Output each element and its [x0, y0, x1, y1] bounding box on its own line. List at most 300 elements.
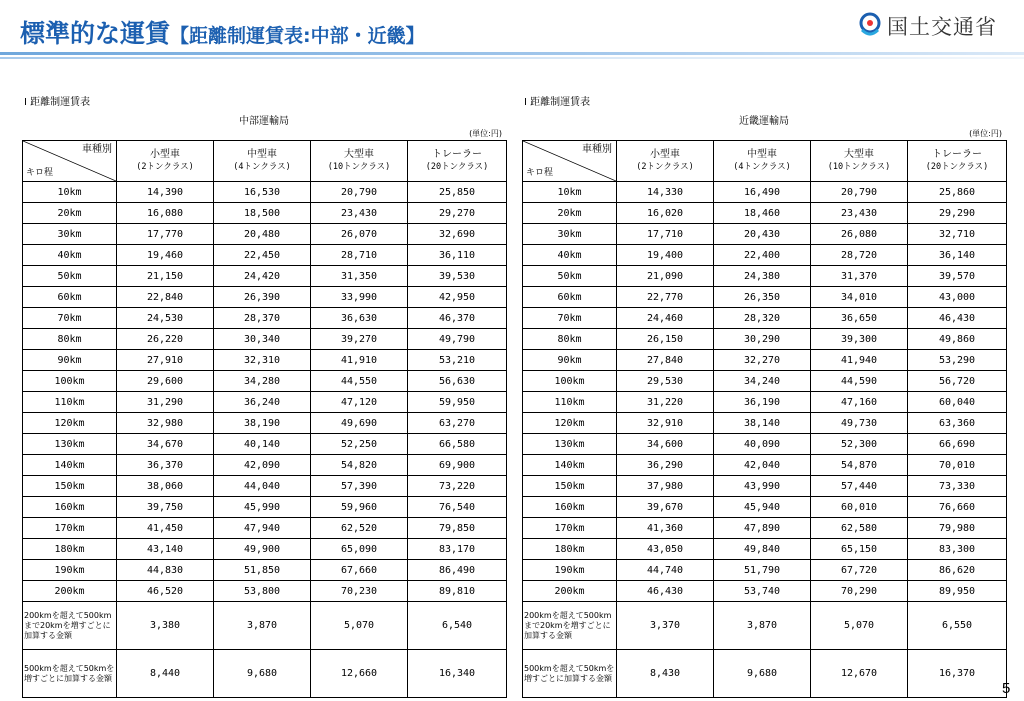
fare-cell: 29,530	[617, 371, 714, 392]
fare-cell: 26,150	[617, 329, 714, 350]
fare-cell: 42,950	[408, 287, 507, 308]
fare-cell: 43,000	[908, 287, 1007, 308]
table-row	[523, 434, 1007, 455]
fare-cell: 32,910	[617, 413, 714, 434]
fare-cell: 32,270	[714, 350, 811, 371]
vehicle-name: 中型車	[247, 149, 277, 160]
table-row	[23, 224, 507, 245]
table-row	[523, 308, 1007, 329]
surcharge-cell: 9,680	[714, 650, 811, 698]
fare-cell: 46,370	[408, 308, 507, 329]
distance-cell: 30km	[23, 224, 117, 245]
corner-bottom-label: キロ程	[526, 168, 554, 178]
fare-cell: 56,720	[908, 371, 1007, 392]
fare-cell: 83,170	[408, 539, 507, 560]
fare-cell: 34,010	[811, 287, 908, 308]
vehicle-class: (4トンクラス)	[733, 162, 791, 172]
table-row	[23, 581, 507, 602]
vehicle-column-header	[408, 141, 507, 182]
fare-cell: 76,660	[908, 497, 1007, 518]
fare-cell: 18,460	[714, 203, 811, 224]
fare-cell: 24,380	[714, 266, 811, 287]
fare-cell: 54,820	[311, 455, 408, 476]
fare-cell: 27,910	[117, 350, 214, 371]
table-row	[523, 287, 1007, 308]
surcharge-row	[23, 650, 507, 698]
surcharge-cell: 6,550	[908, 602, 1007, 650]
fare-cell: 39,270	[311, 329, 408, 350]
distance-cell: 190km	[23, 560, 117, 581]
fare-cell: 73,330	[908, 476, 1007, 497]
distance-cell: 110km	[23, 392, 117, 413]
fare-cell: 49,790	[408, 329, 507, 350]
fare-cell: 40,090	[714, 434, 811, 455]
fare-cell: 29,290	[908, 203, 1007, 224]
fare-cell: 52,250	[311, 434, 408, 455]
distance-cell: 180km	[23, 539, 117, 560]
fare-cell: 45,990	[214, 497, 311, 518]
fare-cell: 70,010	[908, 455, 1007, 476]
fare-cell: 46,430	[617, 581, 714, 602]
fare-cell: 41,360	[617, 518, 714, 539]
table-row	[523, 560, 1007, 581]
vehicle-class: (10トンクラス)	[827, 162, 891, 172]
fare-cell: 53,290	[908, 350, 1007, 371]
surcharge-cell: 8,430	[617, 650, 714, 698]
table-body	[523, 182, 1007, 698]
vehicle-class: (2トンクラス)	[136, 162, 194, 172]
table-row	[523, 413, 1007, 434]
table-row	[23, 245, 507, 266]
fare-cell: 65,090	[311, 539, 408, 560]
surcharge-cell: 3,380	[117, 602, 214, 650]
surcharge-cell: 3,870	[214, 602, 311, 650]
table-row	[523, 224, 1007, 245]
fare-cell: 53,800	[214, 581, 311, 602]
table-row	[523, 476, 1007, 497]
fare-cell: 86,620	[908, 560, 1007, 581]
surcharge-cell: 3,370	[617, 602, 714, 650]
fare-cell: 63,360	[908, 413, 1007, 434]
vehicle-class: (2トンクラス)	[636, 162, 694, 172]
distance-cell: 10km	[523, 182, 617, 203]
vehicle-name: 中型車	[747, 149, 777, 160]
corner-top-label: 車種別	[582, 144, 612, 155]
corner-top-label: 車種別	[82, 144, 112, 155]
fare-cell: 16,080	[117, 203, 214, 224]
fare-cell: 26,080	[811, 224, 908, 245]
fare-cell: 65,150	[811, 539, 908, 560]
fare-cell: 52,300	[811, 434, 908, 455]
fare-cell: 39,750	[117, 497, 214, 518]
fare-cell: 89,810	[408, 581, 507, 602]
fare-cell: 38,060	[117, 476, 214, 497]
fare-cell: 62,580	[811, 518, 908, 539]
fare-cell: 32,710	[908, 224, 1007, 245]
surcharge-cell: 9,680	[214, 650, 311, 698]
table-row	[23, 266, 507, 287]
table-row	[23, 392, 507, 413]
surcharge-cell: 8,440	[117, 650, 214, 698]
fare-cell: 44,830	[117, 560, 214, 581]
fare-cell: 36,110	[408, 245, 507, 266]
table-row	[23, 371, 507, 392]
fare-table	[522, 140, 1007, 698]
fare-cell: 73,220	[408, 476, 507, 497]
table-row	[523, 392, 1007, 413]
fare-cell: 17,770	[117, 224, 214, 245]
fare-cell: 49,690	[311, 413, 408, 434]
fare-cell: 56,630	[408, 371, 507, 392]
distance-cell: 200km	[23, 581, 117, 602]
fare-cell: 28,320	[714, 308, 811, 329]
fare-cell: 39,300	[811, 329, 908, 350]
header-rule	[0, 52, 1024, 55]
fare-cell: 32,310	[214, 350, 311, 371]
surcharge-row	[523, 650, 1007, 698]
distance-cell: 130km	[23, 434, 117, 455]
fare-cell: 24,420	[214, 266, 311, 287]
mlit-logo	[853, 6, 1023, 46]
table-row	[23, 539, 507, 560]
fare-cell: 21,090	[617, 266, 714, 287]
distance-cell: 100km	[23, 371, 117, 392]
fare-cell: 37,980	[617, 476, 714, 497]
table-row	[523, 245, 1007, 266]
table-row	[23, 476, 507, 497]
table-row	[523, 581, 1007, 602]
fare-cell: 28,710	[311, 245, 408, 266]
corner-bottom-label: キロ程	[26, 168, 54, 178]
fare-cell: 70,230	[311, 581, 408, 602]
vehicle-column-header	[811, 141, 908, 182]
table-row	[523, 539, 1007, 560]
fare-cell: 16,490	[714, 182, 811, 203]
page-title-main: 標準的な運賃	[20, 19, 171, 48]
distance-cell: 40km	[523, 245, 617, 266]
distance-cell: 190km	[523, 560, 617, 581]
distance-cell: 170km	[23, 518, 117, 539]
vehicle-column-header	[714, 141, 811, 182]
fare-cell: 20,790	[811, 182, 908, 203]
fare-cell: 43,990	[714, 476, 811, 497]
table-header	[523, 141, 1007, 182]
distance-cell: 140km	[23, 455, 117, 476]
surcharge-description: 200kmを超えて500kmまで20kmを増すごとに加算する金額	[523, 602, 617, 650]
corner-header-cell	[23, 141, 117, 182]
surcharge-cell: 5,070	[311, 602, 408, 650]
vehicle-column-header	[117, 141, 214, 182]
distance-cell: 10km	[23, 182, 117, 203]
section-label: Ⅰ 距離制運賃表	[524, 97, 591, 108]
fare-cell: 60,010	[811, 497, 908, 518]
fare-cell: 25,860	[908, 182, 1007, 203]
fare-cell: 66,580	[408, 434, 507, 455]
distance-cell: 180km	[523, 539, 617, 560]
fare-cell: 47,120	[311, 392, 408, 413]
fare-cell: 38,190	[214, 413, 311, 434]
fare-cell: 42,090	[214, 455, 311, 476]
vehicle-class: (4トンクラス)	[233, 162, 291, 172]
header-row	[523, 141, 1007, 182]
fare-cell: 53,210	[408, 350, 507, 371]
bureau-name: 中部運輸局	[239, 116, 289, 127]
fare-cell: 34,280	[214, 371, 311, 392]
table-row	[523, 497, 1007, 518]
surcharge-cell: 12,660	[311, 650, 408, 698]
fare-cell: 79,980	[908, 518, 1007, 539]
fare-cell: 17,710	[617, 224, 714, 245]
table-row	[23, 182, 507, 203]
fare-cell: 20,430	[714, 224, 811, 245]
vehicle-column-header	[311, 141, 408, 182]
fare-cell: 46,520	[117, 581, 214, 602]
distance-cell: 40km	[23, 245, 117, 266]
vehicle-name: 小型車	[650, 149, 680, 160]
fare-cell: 79,850	[408, 518, 507, 539]
fare-cell: 22,840	[117, 287, 214, 308]
distance-cell: 100km	[523, 371, 617, 392]
fare-cell: 44,040	[214, 476, 311, 497]
table-row	[23, 497, 507, 518]
fare-cell: 36,650	[811, 308, 908, 329]
fare-cell: 36,630	[311, 308, 408, 329]
fare-cell: 34,240	[714, 371, 811, 392]
fare-cell: 26,350	[714, 287, 811, 308]
distance-cell: 140km	[523, 455, 617, 476]
table-row	[523, 371, 1007, 392]
fare-cell: 23,430	[811, 203, 908, 224]
distance-cell: 160km	[23, 497, 117, 518]
table-row	[523, 266, 1007, 287]
header-rule-secondary	[0, 57, 1024, 59]
page-number: 5	[1002, 680, 1011, 697]
table-row	[23, 329, 507, 350]
fare-cell: 30,340	[214, 329, 311, 350]
fare-cell: 31,350	[311, 266, 408, 287]
fare-cell: 36,190	[714, 392, 811, 413]
fare-cell: 62,520	[311, 518, 408, 539]
fare-cell: 69,900	[408, 455, 507, 476]
unit-note: (単位:円)	[969, 129, 1002, 138]
fare-cell: 66,690	[908, 434, 1007, 455]
fare-cell: 19,400	[617, 245, 714, 266]
fare-table	[22, 140, 507, 698]
table-row	[23, 518, 507, 539]
table-row	[23, 455, 507, 476]
table-row	[523, 350, 1007, 371]
table-row	[23, 413, 507, 434]
fare-cell: 39,670	[617, 497, 714, 518]
table-row	[23, 350, 507, 371]
table-row	[523, 329, 1007, 350]
distance-cell: 20km	[523, 203, 617, 224]
fare-cell: 59,950	[408, 392, 507, 413]
fare-cell: 54,870	[811, 455, 908, 476]
table-row	[523, 455, 1007, 476]
surcharge-cell: 6,540	[408, 602, 507, 650]
table-row	[523, 203, 1007, 224]
fare-cell: 49,730	[811, 413, 908, 434]
fare-cell: 47,940	[214, 518, 311, 539]
fare-cell: 49,900	[214, 539, 311, 560]
fare-cell: 31,290	[117, 392, 214, 413]
unit-note: (単位:円)	[469, 129, 502, 138]
surcharge-row	[23, 602, 507, 650]
fare-cell: 36,290	[617, 455, 714, 476]
vehicle-class: (10トンクラス)	[327, 162, 391, 172]
fare-cell: 43,050	[617, 539, 714, 560]
fare-cell: 60,040	[908, 392, 1007, 413]
distance-cell: 170km	[523, 518, 617, 539]
fare-cell: 36,140	[908, 245, 1007, 266]
vehicle-class: (20トンクラス)	[425, 162, 489, 172]
surcharge-cell: 5,070	[811, 602, 908, 650]
vehicle-name: 大型車	[844, 149, 874, 160]
fare-cell: 45,940	[714, 497, 811, 518]
fare-cell: 41,910	[311, 350, 408, 371]
fare-cell: 47,160	[811, 392, 908, 413]
distance-cell: 130km	[523, 434, 617, 455]
table-row	[23, 203, 507, 224]
distance-cell: 70km	[23, 308, 117, 329]
fare-cell: 51,790	[714, 560, 811, 581]
fare-cell: 16,020	[617, 203, 714, 224]
distance-cell: 70km	[523, 308, 617, 329]
fare-cell: 29,270	[408, 203, 507, 224]
fare-cell: 47,890	[714, 518, 811, 539]
fare-cell: 22,450	[214, 245, 311, 266]
page-title	[20, 14, 425, 50]
fare-cell: 26,220	[117, 329, 214, 350]
fare-cell: 42,040	[714, 455, 811, 476]
fare-cell: 26,070	[311, 224, 408, 245]
fare-cell: 29,600	[117, 371, 214, 392]
distance-cell: 120km	[523, 413, 617, 434]
fare-cell: 67,720	[811, 560, 908, 581]
logo-text: 国土交通省	[887, 15, 997, 39]
distance-cell: 80km	[23, 329, 117, 350]
surcharge-description: 500kmを超えて50kmを増すごとに加算する金額	[523, 650, 617, 698]
fare-cell: 38,140	[714, 413, 811, 434]
distance-cell: 110km	[523, 392, 617, 413]
fare-cell: 23,430	[311, 203, 408, 224]
table-row	[523, 182, 1007, 203]
fare-cell: 46,430	[908, 308, 1007, 329]
fare-cell: 36,240	[214, 392, 311, 413]
fare-cell: 32,690	[408, 224, 507, 245]
fare-cell: 39,530	[408, 266, 507, 287]
fare-cell: 32,980	[117, 413, 214, 434]
distance-cell: 30km	[523, 224, 617, 245]
fare-cell: 24,460	[617, 308, 714, 329]
section-label: Ⅰ 距離制運賃表	[24, 97, 91, 108]
distance-cell: 150km	[23, 476, 117, 497]
vehicle-column-header	[908, 141, 1007, 182]
fare-cell: 28,720	[811, 245, 908, 266]
fare-cell: 83,300	[908, 539, 1007, 560]
fare-cell: 43,140	[117, 539, 214, 560]
surcharge-description: 200kmを超えて500kmまで20kmを増すごとに加算する金額	[23, 602, 117, 650]
fare-cell: 57,390	[311, 476, 408, 497]
distance-cell: 90km	[523, 350, 617, 371]
table-row	[23, 308, 507, 329]
fare-cell: 34,670	[117, 434, 214, 455]
fare-cell: 30,290	[714, 329, 811, 350]
fare-cell: 20,480	[214, 224, 311, 245]
surcharge-cell: 3,870	[714, 602, 811, 650]
surcharge-row	[523, 602, 1007, 650]
fare-cell: 41,940	[811, 350, 908, 371]
vehicle-class: (20トンクラス)	[925, 162, 989, 172]
fare-cell: 31,370	[811, 266, 908, 287]
fare-cell: 27,840	[617, 350, 714, 371]
fare-cell: 36,370	[117, 455, 214, 476]
distance-cell: 200km	[523, 581, 617, 602]
fare-cell: 44,590	[811, 371, 908, 392]
fare-cell: 39,570	[908, 266, 1007, 287]
mlit-emblem-icon	[857, 12, 883, 38]
distance-cell: 50km	[23, 266, 117, 287]
surcharge-cell: 16,340	[408, 650, 507, 698]
fare-cell: 22,400	[714, 245, 811, 266]
fare-cell: 70,290	[811, 581, 908, 602]
fare-cell: 16,530	[214, 182, 311, 203]
fare-cell: 31,220	[617, 392, 714, 413]
fare-cell: 20,790	[311, 182, 408, 203]
surcharge-cell: 16,370	[908, 650, 1007, 698]
distance-cell: 120km	[23, 413, 117, 434]
distance-cell: 20km	[23, 203, 117, 224]
corner-header-cell	[523, 141, 617, 182]
fare-cell: 25,850	[408, 182, 507, 203]
fare-cell: 53,740	[714, 581, 811, 602]
page-title-sub: 【距離制運賃表:中部・近畿】	[170, 25, 425, 47]
distance-cell: 60km	[523, 287, 617, 308]
vehicle-column-header	[617, 141, 714, 182]
distance-cell: 50km	[523, 266, 617, 287]
table-row	[23, 434, 507, 455]
fare-cell: 33,990	[311, 287, 408, 308]
vehicle-name: 大型車	[344, 149, 374, 160]
fare-cell: 28,370	[214, 308, 311, 329]
fare-cell: 44,740	[617, 560, 714, 581]
fare-cell: 57,440	[811, 476, 908, 497]
fare-cell: 14,390	[117, 182, 214, 203]
fare-cell: 51,850	[214, 560, 311, 581]
fare-cell: 34,600	[617, 434, 714, 455]
distance-cell: 150km	[523, 476, 617, 497]
fare-cell: 24,530	[117, 308, 214, 329]
vehicle-name: 小型車	[150, 149, 180, 160]
table-row	[523, 518, 1007, 539]
fare-cell: 22,770	[617, 287, 714, 308]
surcharge-cell: 12,670	[811, 650, 908, 698]
vehicle-name: トレーラー	[932, 149, 982, 160]
table-row	[23, 560, 507, 581]
distance-cell: 160km	[523, 497, 617, 518]
distance-cell: 80km	[523, 329, 617, 350]
fare-cell: 86,490	[408, 560, 507, 581]
table-row	[23, 287, 507, 308]
fare-cell: 26,390	[214, 287, 311, 308]
table-body	[23, 182, 507, 698]
slide-header	[0, 0, 1024, 64]
vehicle-column-header	[214, 141, 311, 182]
vehicle-name: トレーラー	[432, 149, 482, 160]
fare-cell: 44,550	[311, 371, 408, 392]
fare-cell: 18,500	[214, 203, 311, 224]
